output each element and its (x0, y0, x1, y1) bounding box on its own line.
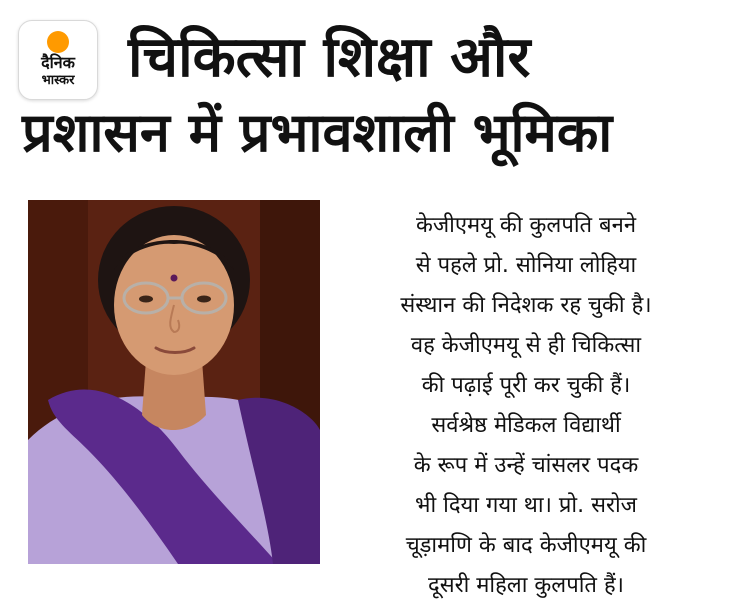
caption-line: वह केजीएमयू से ही चिकित्सा (410, 333, 642, 358)
dainik-bhaskar-logo (18, 20, 98, 100)
portrait-illustration (28, 200, 320, 564)
caption-line: दूसरी महिला कुलपति हैं। (428, 573, 624, 598)
caption-line: भी दिया गया था। प्रो. सरोज (414, 493, 637, 518)
logo-text-line-1: दैनिक (41, 53, 75, 72)
headline-line-2: प्रशासन में प्रभावशाली भूमिका (22, 101, 613, 164)
caption-line: से पहले प्रो. सोनिया लोहिया (415, 253, 637, 278)
logo-text-line-2: भास्कर (41, 73, 75, 88)
sun-icon (47, 31, 69, 53)
caption-line: संस्थान की निदेशक रह चुकी है। (400, 293, 652, 318)
caption-line: केजीएमयू की कुलपति बनने (415, 213, 637, 238)
caption-line: की पढ़ाई पूरी कर चुकी हैं। (421, 373, 631, 398)
article-caption (340, 206, 712, 606)
caption-line: चूड़ामणि के बाद केजीएमयू की (405, 533, 647, 558)
caption-line: सर्वश्रेष्ठ मेडिकल विद्यार्थी (431, 413, 621, 438)
headline-line-1: चिकित्सा शिक्षा और (128, 25, 531, 90)
portrait-photo (28, 200, 320, 564)
caption-line: के रूप में उन्हें चांसलर पदक (413, 453, 639, 478)
